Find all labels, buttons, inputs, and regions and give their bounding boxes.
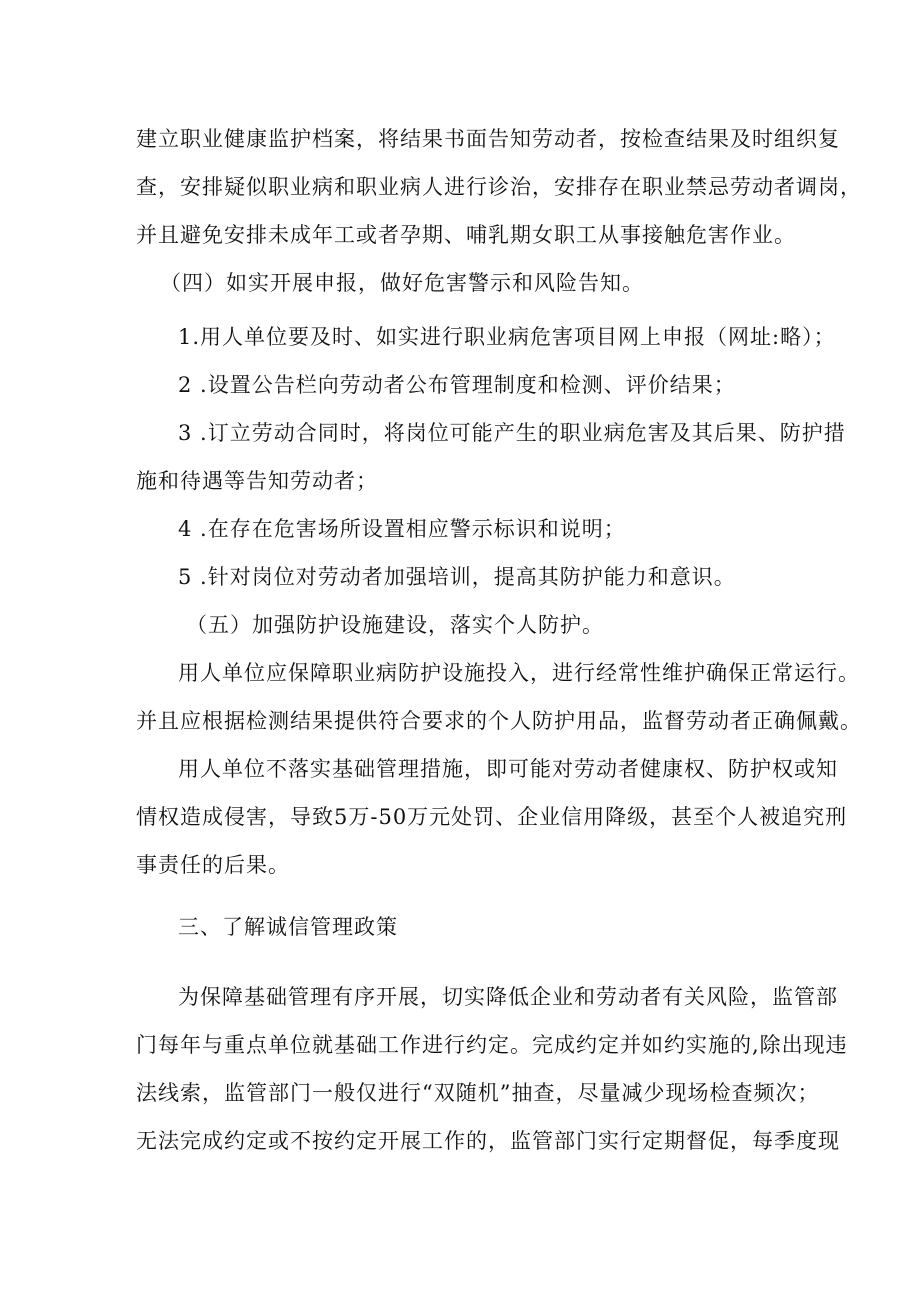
- body-line: 门每年与重点单位就基础工作进行约定。完成约定并如约实施的,除出现违: [136, 1033, 848, 1057]
- list-item-3: 3 .订立劳动合同时，将岗位可能产生的职业病危害及其后果、防护措: [178, 421, 846, 445]
- body-line: 为保障基础管理有序开展，切实降低企业和劳动者有关风险，监管部: [178, 985, 838, 1009]
- list-item-4: 4 .在存在危害场所设置相应警示标识和说明；: [178, 517, 626, 541]
- body-line: 事责任的后果。: [136, 853, 290, 877]
- body-line: 情权造成侵害，导致5万-50万元处罚、企业信用降级，甚至个人被追究刑: [136, 805, 848, 829]
- body-line: 用人单位不落实基础管理措施，即可能对劳动者健康权、防护权或知: [178, 757, 838, 781]
- body-line: 法线索，监管部门一般仅进行“双随机”抽查，尽量减少现场检查频次；: [136, 1081, 820, 1105]
- body-line: 并且应根据检测结果提供符合要求的个人防护用品，监督劳动者正确佩戴。: [136, 709, 862, 733]
- body-line: 查，安排疑似职业病和职业病人进行诊治，安排存在职业禁忌劳动者调岗，: [136, 175, 862, 199]
- body-line: 施和待遇等告知劳动者；: [136, 469, 378, 493]
- body-line: 并且避免安排未成年工或者孕期、哺乳期女职工从事接触危害作业。: [136, 223, 796, 247]
- section-heading-5: （五）加强防护设施建设，落实个人防护。: [186, 613, 604, 637]
- list-item-2: 2 .设置公告栏向劳动者公布管理制度和检测、评价结果；: [178, 373, 736, 397]
- body-line: 建立职业健康监护档案，将结果书面告知劳动者，按检查结果及时组织复: [136, 127, 840, 151]
- chapter-heading-3: 三、了解诚信管理政策: [178, 915, 398, 939]
- section-heading-4: （四）如实开展申报，做好危害警示和风险告知。: [160, 271, 644, 295]
- body-line: 用人单位应保障职业病防护设施投入，进行经常性维护确保正常运行。: [178, 661, 860, 685]
- list-item-1: 1.用人单位要及时、如实进行职业病危害项目网上申报（网址:略）；: [178, 325, 836, 349]
- body-line: 无法完成约定或不按约定开展工作的，监管部门实行定期督促，每季度现: [136, 1129, 840, 1153]
- list-item-5: 5 .针对岗位对劳动者加强培训，提高其防护能力和意识。: [178, 565, 736, 589]
